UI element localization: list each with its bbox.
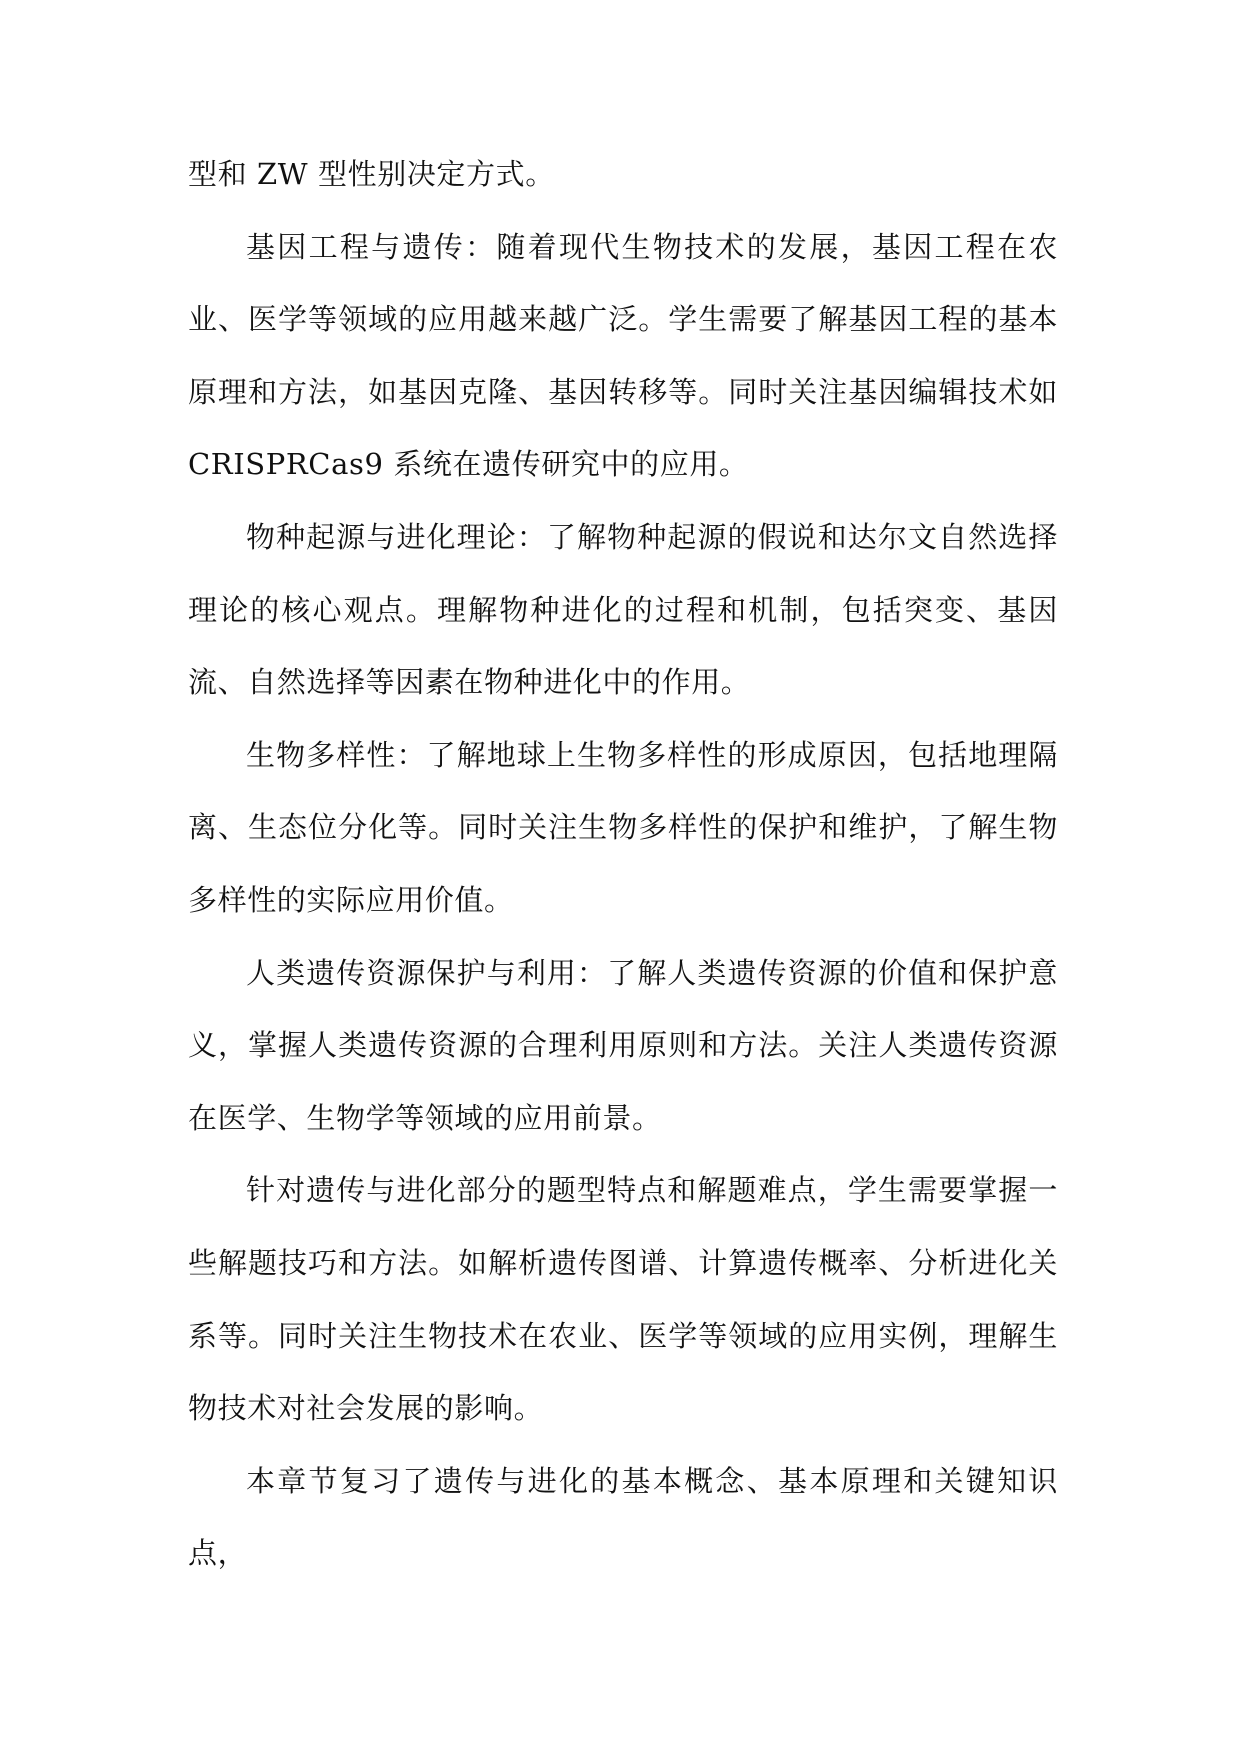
paragraph-chapter-summary: 本章节复习了遗传与进化的基本概念、基本原理和关键知识点， — [188, 1463, 1058, 1571]
paragraph-problem-solving: 针对遗传与进化部分的题型特点和解题难点，学生需要掌握一些解题技巧和方法。如解析遗传图谱、计算遗传概率、分析进化关系等。同时关注生物技术在农业、医学等领域的应用实例，理解生物技术对社会发展的影响。 — [188, 1173, 1058, 1426]
paragraph-genetic-resources: 人类遗传资源保护与利用：了解人类遗传资源的价值和保护意义，掌握人类遗传资源的合理利用原则和方法。关注人类遗传资源在医学、生物学等领域的应用前景。 — [188, 955, 1058, 1135]
paragraph-biodiversity: 生物多样性：了解地球上生物多样性的形成原因，包括地理隔离、生态位分化等。同时关注生物多样性的保护和维护，了解生物多样性的实际应用价值。 — [188, 737, 1058, 917]
body-text — [188, 138, 1058, 1590]
paragraph-genetic-engineering: 基因工程与遗传：随着现代生物技术的发展，基因工程在农业、医学等领域的应用越来越广泛。学生需要了解基因工程的基本原理和方法，如基因克隆、基因转移等。同时关注基因编辑技术如 CRISPRCas9 系统在遗传研究中的应用。 — [188, 229, 1058, 482]
paragraph-continuation: 型和 ZW 型性别决定方式。 — [188, 157, 555, 191]
paragraph-species-origin: 物种起源与进化理论：了解物种起源的假说和达尔文自然选择理论的核心观点。理解物种进化的过程和机制，包括突变、基因流、自然选择等因素在物种进化中的作用。 — [188, 519, 1058, 700]
